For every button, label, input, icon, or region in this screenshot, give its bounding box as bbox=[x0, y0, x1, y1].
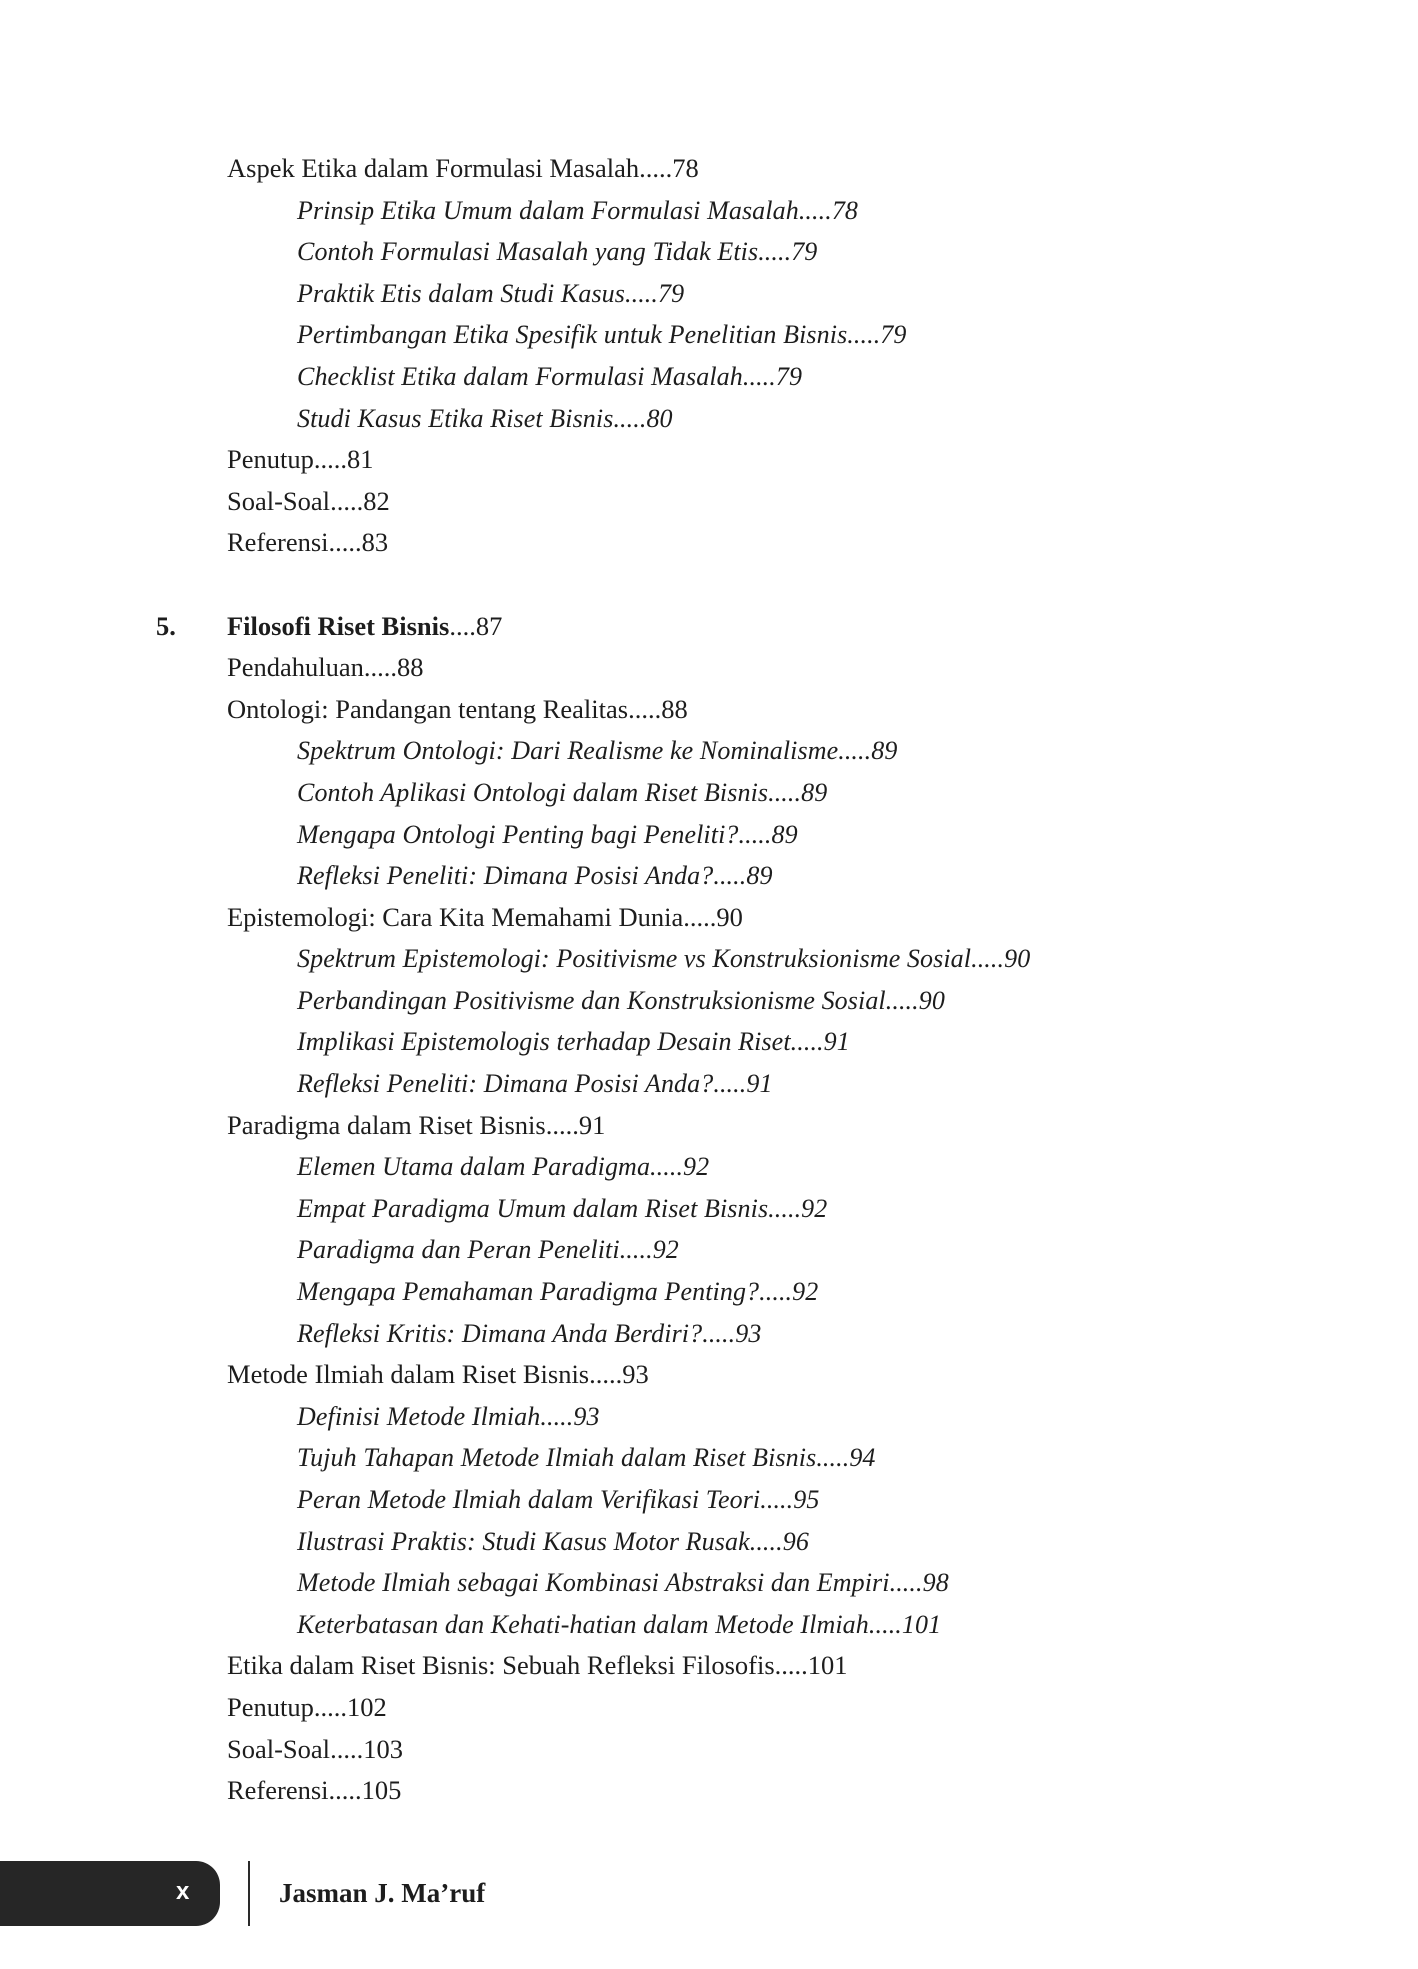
toc-entry-page: 88 bbox=[661, 693, 688, 724]
toc-entry-leader: ..... bbox=[816, 1443, 850, 1473]
toc-entry-title: Contoh Aplikasi Ontologi dalam Riset Bisnis bbox=[297, 777, 769, 807]
toc-entry-leader: ..... bbox=[768, 1193, 802, 1223]
table-of-contents bbox=[0, 148, 1418, 1812]
toc-entry-title: Refleksi Peneliti: Dimana Posisi Anda? bbox=[297, 861, 714, 891]
toc-entry-page: 79 bbox=[880, 320, 907, 350]
running-footer-author: Jasman J. Ma’ruf bbox=[279, 1878, 486, 1908]
toc-entry-title: Pertimbangan Etika Spesifik untuk Penelitian Bisnis bbox=[297, 320, 848, 350]
toc-entry-title: Spektrum Epistemologi: Positivisme vs Konstruksionisme Sosial bbox=[297, 944, 972, 974]
toc-entry-page: 90 bbox=[716, 901, 743, 932]
toc-entry-title: Epistemologi: Cara Kita Memahami Dunia bbox=[227, 901, 684, 932]
toc-subentry[interactable] bbox=[0, 730, 1418, 772]
toc-entry-title: Contoh Formulasi Masalah yang Tidak Etis bbox=[297, 237, 759, 267]
toc-entry-title: Referensi bbox=[227, 1775, 329, 1806]
toc-entry-page: 81 bbox=[347, 444, 374, 475]
toc-entry-leader: ..... bbox=[330, 485, 364, 516]
toc-entry-title: Ilustrasi Praktis: Studi Kasus Motor Rusak bbox=[297, 1526, 750, 1556]
toc-entry-page: 92 bbox=[801, 1193, 828, 1223]
toc-entry-title: Etika dalam Riset Bisnis: Sebuah Refleksi Filosofis bbox=[227, 1650, 775, 1681]
toc-entry-page: 95 bbox=[793, 1485, 820, 1514]
toc-entry-page: 91 bbox=[823, 1027, 850, 1057]
page-number-tab bbox=[0, 1861, 220, 1926]
toc-entry-title: Spektrum Ontologi: Dari Realisme ke Nominalisme bbox=[297, 736, 839, 766]
toc-entry-title: Soal-Soal bbox=[227, 485, 331, 516]
toc-entry-page: 78 bbox=[831, 195, 859, 225]
toc-entry-page: 90 bbox=[918, 985, 945, 1015]
toc-entry-page: 90 bbox=[1004, 944, 1031, 974]
toc-entry-page: 93 bbox=[573, 1401, 600, 1431]
toc-entry[interactable] bbox=[0, 897, 1418, 939]
toc-entry[interactable] bbox=[0, 1645, 1418, 1687]
page-number: x bbox=[176, 1878, 190, 1905]
toc-subentry[interactable] bbox=[0, 1521, 1418, 1563]
toc-entry-leader: ..... bbox=[738, 819, 772, 849]
toc-entry-title: Referensi bbox=[227, 527, 329, 558]
toc-entry-leader: ..... bbox=[759, 1277, 793, 1307]
toc-entry[interactable] bbox=[0, 1770, 1418, 1812]
toc-entry-leader: ..... bbox=[619, 1235, 653, 1265]
toc-entry-title: Paradigma dalam Riset Bisnis bbox=[227, 1109, 546, 1140]
toc-subentry[interactable] bbox=[0, 273, 1418, 315]
toc-entry-leader: ..... bbox=[540, 1401, 574, 1431]
toc-entry-leader: ..... bbox=[971, 944, 1005, 974]
toc-entry-page: 89 bbox=[871, 736, 898, 766]
toc-entry-leader: ..... bbox=[330, 1733, 364, 1764]
toc-subentry[interactable] bbox=[0, 855, 1418, 897]
toc-entry-leader: ..... bbox=[774, 1650, 808, 1681]
toc-entry-title: Penutup bbox=[227, 444, 314, 475]
toc-entry-page: 93 bbox=[622, 1359, 649, 1390]
toc-entry-title: Pendahuluan bbox=[227, 652, 364, 683]
toc-entry-title: Aspek Etika dalam Formulasi Masalah bbox=[227, 153, 640, 183]
toc-entry-leader: ..... bbox=[885, 985, 919, 1015]
toc-chapter-entries bbox=[0, 647, 1418, 1812]
toc-entry-title: Metode Ilmiah dalam Riset Bisnis bbox=[227, 1359, 590, 1390]
chapter-gap bbox=[0, 564, 1418, 606]
toc-entry-page: 102 bbox=[347, 1691, 387, 1722]
toc-entry-page: 105 bbox=[361, 1775, 402, 1806]
toc-entry-page: 98 bbox=[922, 1568, 949, 1598]
toc-entry-page: 79 bbox=[775, 361, 803, 391]
toc-entry-title: Perbandingan Positivisme dan Konstruksionisme Sosial bbox=[297, 985, 886, 1015]
toc-entry-title: Checklist Etika dalam Formulasi Masalah bbox=[297, 361, 743, 391]
toc-entry[interactable] bbox=[0, 1729, 1418, 1771]
toc-entry-leader: ..... bbox=[798, 195, 832, 225]
toc-entry-page: 92 bbox=[683, 1152, 710, 1182]
toc-entry-title: Empat Paradigma Umum dalam Riset Bisnis bbox=[297, 1193, 769, 1223]
toc-subentry[interactable] bbox=[0, 314, 1418, 356]
chapter-leader: .... bbox=[449, 610, 476, 641]
toc-subentry[interactable] bbox=[0, 980, 1418, 1022]
toc-entry-title: Mengapa Ontologi Penting bagi Peneliti? bbox=[297, 819, 739, 849]
toc-entry-leader: ..... bbox=[650, 1152, 684, 1182]
footer-divider bbox=[248, 1861, 250, 1926]
toc-entry-title: Keterbatasan dan Kehati-hatian dalam Metode Ilmiah bbox=[297, 1609, 869, 1639]
toc-entry-page: 89 bbox=[801, 777, 828, 807]
toc-entry-leader: ..... bbox=[639, 153, 673, 183]
toc-entry-leader: ..... bbox=[768, 777, 802, 807]
toc-entry-leader: ..... bbox=[868, 1609, 902, 1639]
toc-entry-leader: ..... bbox=[889, 1568, 923, 1598]
toc-entry-title: Refleksi Peneliti: Dimana Posisi Anda? bbox=[297, 1069, 714, 1099]
toc-entry-leader: ..... bbox=[749, 1526, 783, 1556]
toc-entry-page: 96 bbox=[782, 1526, 809, 1556]
toc-entry-leader: ..... bbox=[328, 1775, 362, 1806]
toc-subentry[interactable] bbox=[0, 1229, 1418, 1271]
toc-entry-leader: ..... bbox=[628, 693, 662, 724]
toc-entry-leader: ..... bbox=[742, 361, 776, 391]
toc-entry-title: Refleksi Kritis: Dimana Anda Berdiri? bbox=[297, 1318, 703, 1348]
toc-subentry[interactable] bbox=[0, 814, 1418, 856]
toc-subentry[interactable] bbox=[0, 1604, 1418, 1646]
toc-entry-title: Studi Kasus Etika Riset Bisnis bbox=[297, 403, 614, 433]
toc-entry-leader: ..... bbox=[589, 1359, 623, 1390]
toc-entry-leader: ..... bbox=[313, 1691, 347, 1722]
toc-entry-page: 101 bbox=[807, 1650, 848, 1681]
toc-entry-page: 103 bbox=[363, 1733, 403, 1764]
toc-entry-leader: ..... bbox=[713, 1069, 747, 1099]
toc-entry-title: Metode Ilmiah sebagai Kombinasi Abstraksi dan Empiri bbox=[297, 1568, 890, 1598]
toc-entry-leader: ..... bbox=[363, 652, 398, 683]
toc-entry-title: Definisi Metode Ilmiah bbox=[297, 1401, 541, 1431]
toc-entry-title: Soal-Soal bbox=[227, 1733, 331, 1764]
toc-subentry[interactable] bbox=[0, 772, 1418, 814]
toc-entry-leader: ..... bbox=[758, 237, 792, 267]
chapter-title: Filosofi Riset Bisnis bbox=[227, 610, 450, 641]
toc-entry-leader: ..... bbox=[702, 1318, 736, 1348]
toc-entry-page: 101 bbox=[901, 1609, 942, 1639]
toc-entry-leader: ..... bbox=[713, 861, 747, 891]
toc-subentry[interactable] bbox=[0, 356, 1418, 398]
toc-entry-title: Ontologi: Pandangan tentang Realitas bbox=[227, 693, 629, 724]
toc-subentry[interactable] bbox=[0, 231, 1418, 273]
toc-entry-leader: ..... bbox=[683, 901, 717, 932]
toc-subentry[interactable] bbox=[0, 1063, 1418, 1105]
toc-entry[interactable] bbox=[0, 1687, 1418, 1729]
toc-entry[interactable] bbox=[0, 148, 1418, 190]
toc-entry-page: 89 bbox=[771, 819, 798, 849]
toc-entry[interactable] bbox=[0, 1354, 1418, 1396]
toc-entry-page: 94 bbox=[849, 1443, 876, 1473]
toc-entry-title: Implikasi Epistemologis terhadap Desain Riset bbox=[297, 1027, 791, 1057]
toc-entry-title: Elemen Utama dalam Paradigma bbox=[297, 1152, 651, 1182]
toc-entry[interactable] bbox=[0, 481, 1418, 523]
toc-entry-page: 83 bbox=[361, 527, 389, 558]
toc-continued-section bbox=[0, 148, 1418, 564]
toc-subentry[interactable] bbox=[0, 1479, 1418, 1521]
toc-entry[interactable] bbox=[0, 1105, 1418, 1147]
toc-entry-title: Tujuh Tahapan Metode Ilmiah dalam Riset Bisnis bbox=[297, 1443, 817, 1473]
toc-subentry[interactable] bbox=[0, 398, 1418, 440]
toc-entry-leader: ..... bbox=[847, 320, 881, 350]
toc-entry-leader: ..... bbox=[313, 444, 347, 475]
toc-subentry[interactable] bbox=[0, 1188, 1418, 1230]
toc-subentry[interactable] bbox=[0, 1271, 1418, 1313]
chapter-number: 5. bbox=[156, 610, 176, 641]
toc-entry-page: 91 bbox=[578, 1109, 606, 1140]
toc-entry-leader: ..... bbox=[545, 1109, 579, 1140]
toc-entry-page: 93 bbox=[735, 1318, 762, 1348]
toc-entry-page: 92 bbox=[792, 1277, 819, 1307]
toc-subentry[interactable] bbox=[0, 1313, 1418, 1355]
toc-entry-leader: ..... bbox=[625, 278, 658, 308]
toc-chapter-5[interactable] bbox=[0, 606, 1418, 648]
toc-entry-leader: ..... bbox=[790, 1027, 824, 1057]
toc-entry-page: 80 bbox=[646, 403, 673, 433]
toc-entry-leader: ..... bbox=[613, 403, 647, 433]
toc-subentry[interactable] bbox=[0, 1437, 1418, 1479]
toc-entry-page: 82 bbox=[363, 485, 390, 516]
chapter-page: 87 bbox=[475, 610, 503, 641]
toc-entry-title: Mengapa Pemahaman Paradigma Penting? bbox=[297, 1277, 760, 1307]
toc-entry-page: 88 bbox=[397, 652, 424, 683]
toc-subentry[interactable] bbox=[0, 1146, 1418, 1188]
toc-subentry[interactable] bbox=[0, 1021, 1418, 1063]
toc-entry-page: 78 bbox=[672, 153, 699, 183]
toc-entry[interactable] bbox=[0, 522, 1418, 564]
toc-entry-leader: ..... bbox=[328, 527, 362, 558]
toc-subentry[interactable] bbox=[0, 1396, 1418, 1438]
toc-subentry[interactable] bbox=[0, 1562, 1418, 1604]
toc-entry-title: Peran Metode Ilmiah dalam Verifikasi Teori bbox=[297, 1485, 761, 1514]
toc-entry-page: 92 bbox=[652, 1235, 679, 1265]
toc-entry[interactable] bbox=[0, 689, 1418, 731]
toc-entry-page: 79 bbox=[791, 237, 818, 267]
toc-entry-title: Praktik Etis dalam Studi Kasus bbox=[297, 278, 625, 308]
toc-entry-page: 89 bbox=[746, 861, 773, 891]
toc-entry-title: Prinsip Etika Umum dalam Formulasi Masalah bbox=[297, 195, 799, 225]
toc-entry-title: Penutup bbox=[227, 1691, 314, 1722]
toc-entry-page: 79 bbox=[658, 278, 685, 308]
toc-entry-title: Paradigma dan Peran Peneliti bbox=[297, 1235, 620, 1265]
toc-subentry[interactable] bbox=[0, 190, 1418, 232]
toc-entry[interactable] bbox=[0, 439, 1418, 481]
toc-entry[interactable] bbox=[0, 647, 1418, 689]
toc-entry-page: 91 bbox=[746, 1069, 773, 1099]
toc-entry-leader: ..... bbox=[760, 1485, 794, 1514]
toc-entry-leader: ..... bbox=[838, 736, 872, 766]
toc-subentry[interactable] bbox=[0, 938, 1418, 980]
